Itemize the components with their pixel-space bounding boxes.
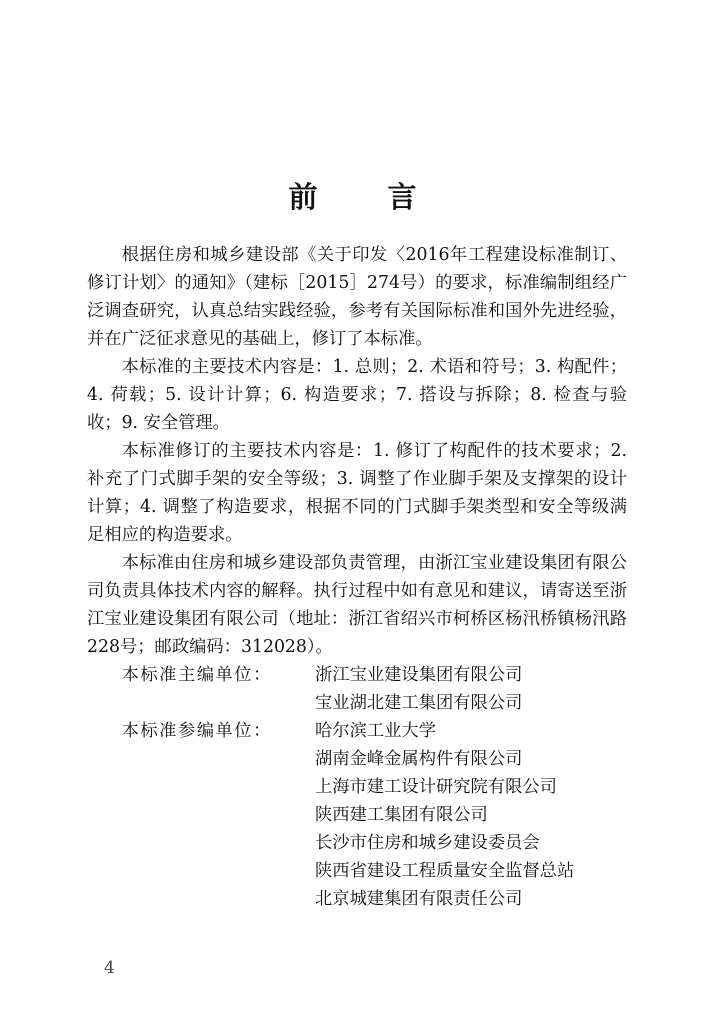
participating-unit-item: 陕西建工集团有限公司 <box>315 805 488 825</box>
chief-unit-item: 宝业湖北建工集团有限公司 <box>315 693 523 713</box>
participating-unit-item: 北京城建集团有限责任公司 <box>315 889 523 909</box>
chief-unit-item: 浙江宝业建设集团有限公司 <box>315 665 523 685</box>
paragraph-revision-basis: 根据住房和城乡建设部《关于印发〈2016年工程建设标准制订、修订计划〉的通知》（建标［2015］274号）的要求，标准编制组经广泛调查研究，认真总结实践经验，参考有关国际标准和国外先进经验，并在广泛征求意见的基础上，修订了本标准。 <box>87 245 627 349</box>
participating-unit-item: 陕西省建设工程质量安全监督总站 <box>315 861 575 881</box>
chief-units-section <box>87 661 627 717</box>
page-number: 4 <box>104 958 115 978</box>
participating-unit-item: 上海市建工设计研究院有限公司 <box>315 777 557 797</box>
paragraph-main-contents: 本标准的主要技术内容是：1. 总则；2. 术语和符号；3. 构配件；4. 荷载；5. 设计计算；6. 构造要求；7. 搭设与拆除；8. 检查与验收；9. 安全管理。 <box>87 357 627 433</box>
paragraph-management: 本标准由住房和城乡建设部负责管理，由浙江宝业建设集团有限公司负责具体技术内容的解释。执行过程中如有意见和建议，请寄送至浙江宝业建设集团有限公司（地址：浙江省绍兴市柯桥区杨汛桥镇杨汛路228号；邮政编码：312028）。 <box>87 553 627 657</box>
chief-units-label: 本标准主编单位： <box>121 665 272 685</box>
participating-unit-item: 湖南金峰金属构件有限公司 <box>315 749 523 769</box>
preface-body <box>87 241 627 913</box>
participating-units-list <box>315 717 574 913</box>
title-char-1: 前 <box>288 180 320 214</box>
participating-units-section <box>87 717 627 913</box>
participating-unit-item: 哈尔滨工业大学 <box>315 721 436 741</box>
participating-units-label: 本标准参编单位： <box>121 721 272 741</box>
participating-unit-item: 长沙市住房和城乡建设委员会 <box>315 833 540 853</box>
page-title <box>0 175 707 216</box>
title-char-2: 言 <box>387 180 419 214</box>
paragraph-revision-contents: 本标准修订的主要技术内容是：1. 修订了构配件的技术要求；2. 补充了门式脚手架的安全等级；3. 调整了作业脚手架及支撑架的设计计算；4. 调整了构造要求，根据不同的门式脚手架类型和安全等级满足相应的构造要求。 <box>87 441 627 545</box>
chief-units-list <box>315 661 522 717</box>
